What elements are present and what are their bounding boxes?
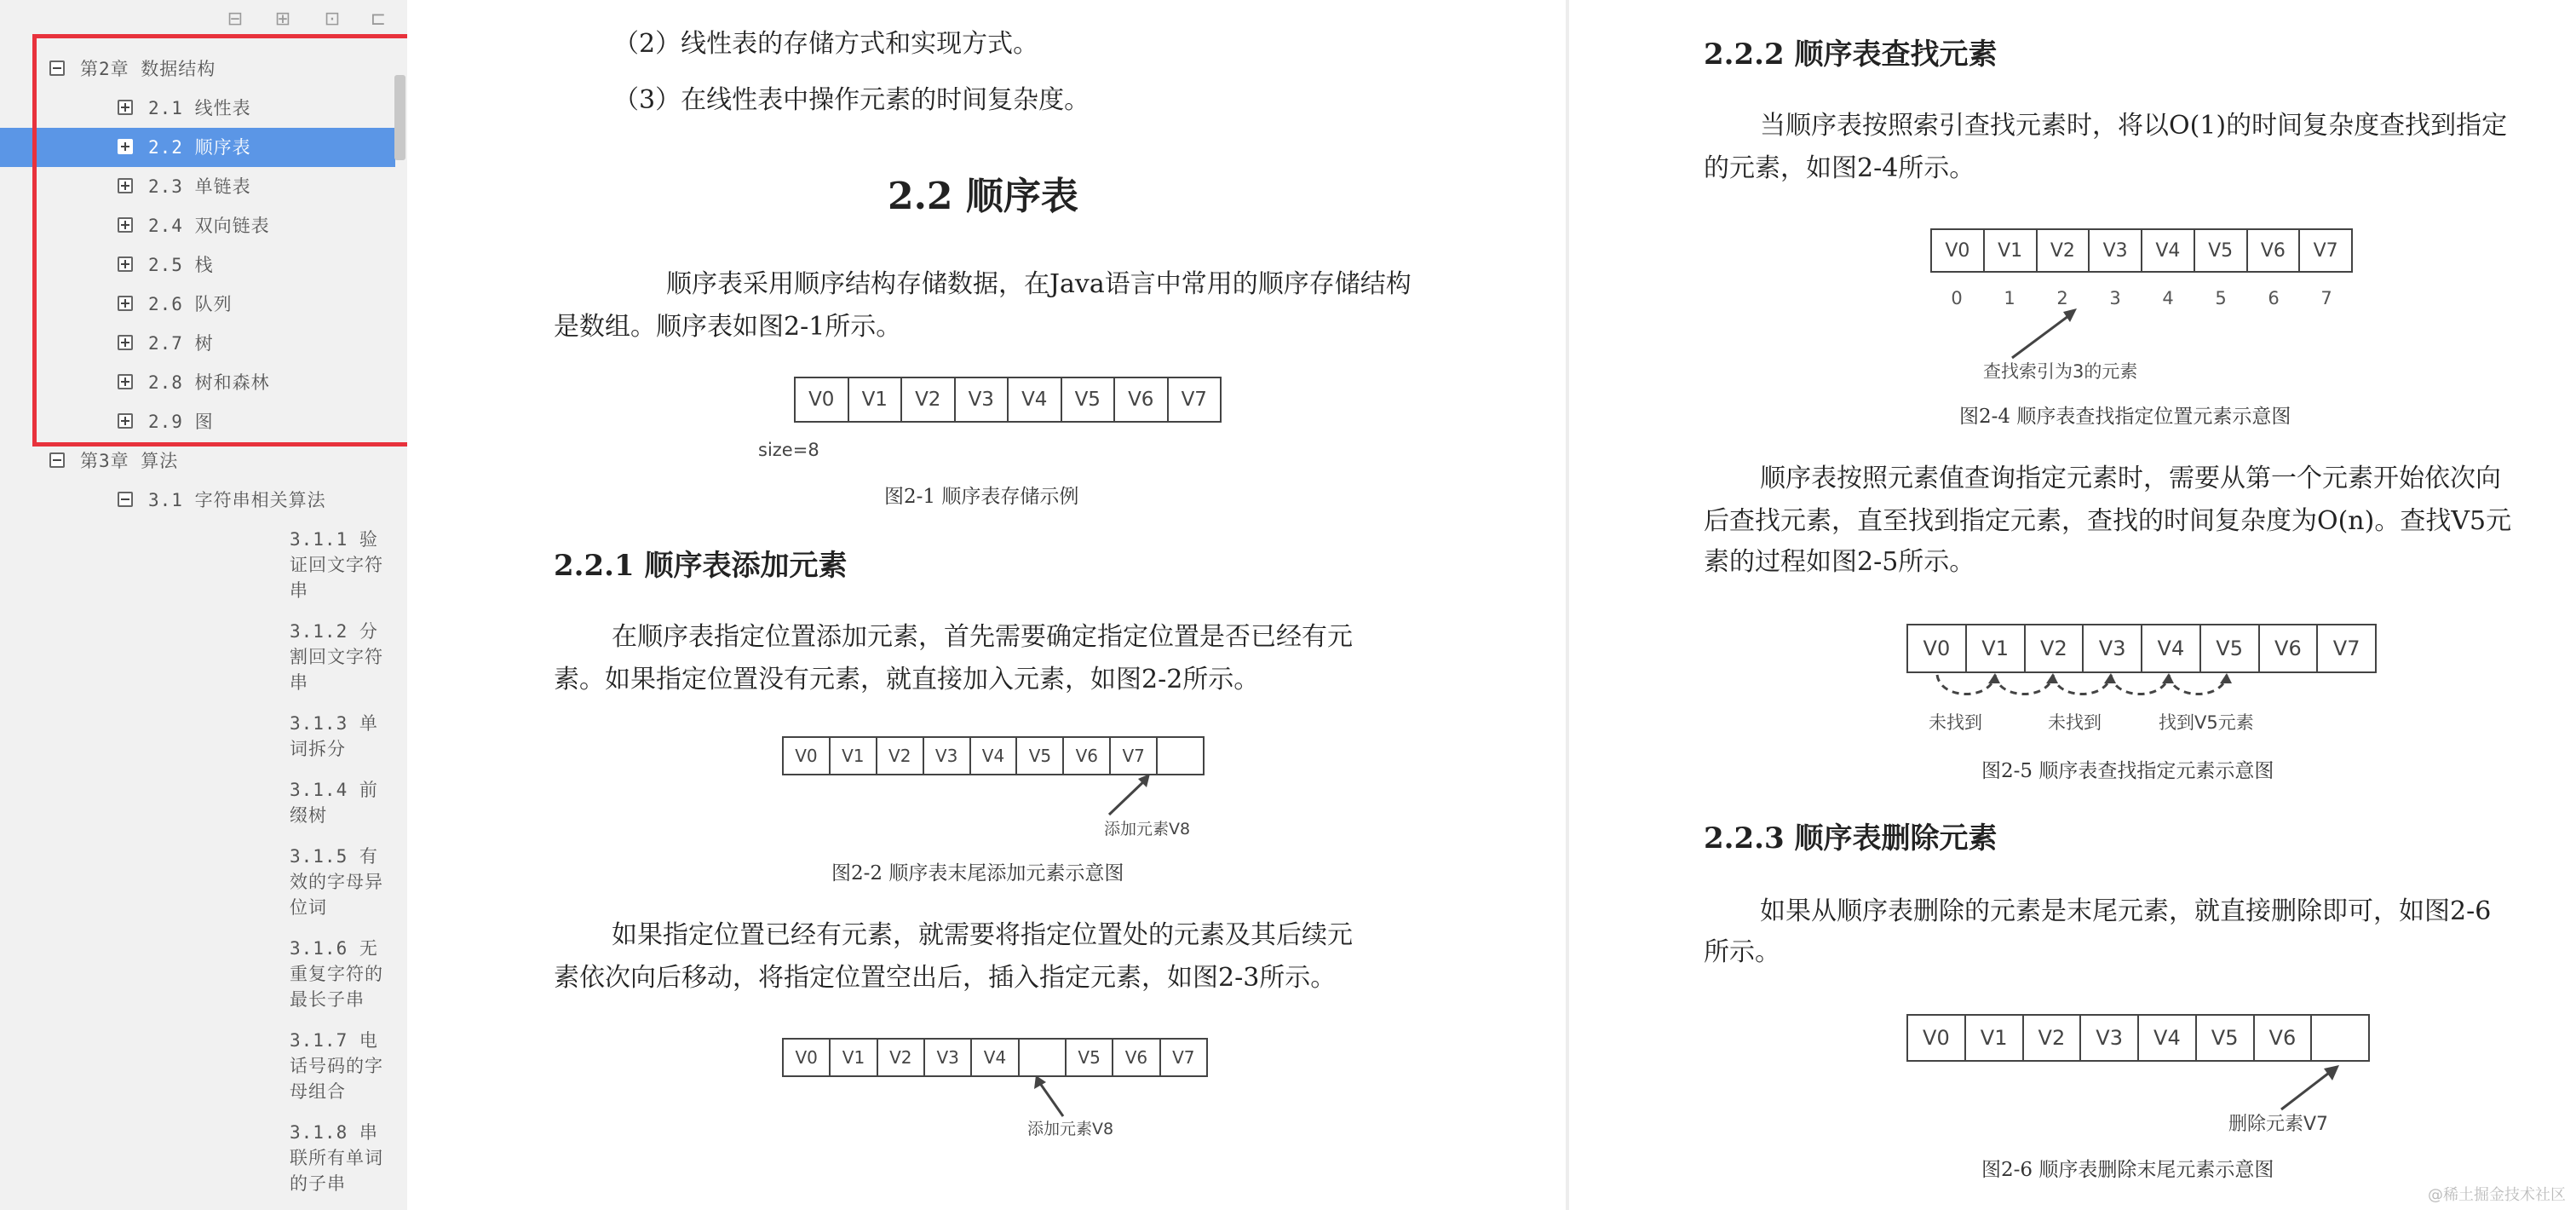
fig3-arrow (1026, 1072, 1085, 1123)
toc-item-label: 2.5 栈 (148, 255, 214, 275)
fig4-caption: 图2-4 顺序表查找指定位置元素示意图 (1959, 406, 2291, 428)
array-cell (1020, 1040, 1067, 1075)
array-index-label: 1 (2004, 288, 2015, 308)
array-cell: V6 (2260, 625, 2319, 671)
toc-subitem-line: 词拆分 (290, 739, 346, 759)
toc-subitem-line: 联所有单词 (290, 1148, 383, 1168)
array-cell: V2 (2038, 230, 2090, 271)
array-cell: V2 (2024, 1016, 2082, 1060)
fig3-note: 添加元素V8 (1027, 1120, 1114, 1138)
value-line-2: 后查找元素，直至找到指定元素，查找的时间复杂度为O(n)。查找V5元 (1704, 506, 2512, 536)
array-cell: V0 (784, 1040, 831, 1075)
array-cell: V3 (2081, 1016, 2139, 1060)
add-line-1: 在顺序表指定位置添加元素，首先需要确定指定位置是否已经有元 (612, 622, 1353, 652)
toc-item-label: 第3章 算法 (80, 451, 179, 471)
toc-subitem[interactable] (290, 619, 399, 695)
array-cell: V5 (1062, 378, 1116, 421)
figure-2-3-array (782, 1038, 1208, 1077)
toc-subitem-line: 话号码的字 (290, 1056, 383, 1076)
toc-subitem-line: 重复字符的 (290, 964, 383, 984)
toc-subitem-line: 3.1.4 前 (290, 780, 378, 800)
toc-subitem-line: 效的字母异 (290, 872, 383, 892)
find-line-1: 当顺序表按照索引查找元素时，将以O(1)的时间复杂度查找到指定 (1760, 111, 2508, 141)
toc-item-label: 2.8 树和森林 (148, 372, 270, 393)
array-cell: V1 (831, 1040, 877, 1075)
del-line-2: 所示。 (1704, 937, 1780, 967)
toc-item-label: 2.3 单链表 (148, 176, 251, 197)
array-cell: V0 (1908, 625, 1967, 671)
highlight-box (32, 34, 408, 447)
toc-subitem-line: 3.1.5 有 (290, 846, 378, 867)
value-line-1: 顺序表按照元素值查询指定元素时，需要从第一个元素开始依次向 (1760, 464, 2501, 493)
toc-subitem[interactable] (290, 844, 399, 920)
array-cell: V1 (1966, 1016, 2024, 1060)
array-cell: V6 (2248, 230, 2301, 271)
array-index-label: 7 (2320, 288, 2332, 308)
array-index-label: 3 (2109, 288, 2121, 308)
array-cell: V4 (1009, 378, 1062, 421)
array-cell: V0 (1908, 1016, 1966, 1060)
array-cell (1158, 738, 1203, 774)
array-cell: V1 (1985, 230, 2038, 271)
array-cell: V7 (2332, 637, 2360, 660)
toc-subitem-line: 3.1.8 串 (290, 1122, 378, 1143)
shift-line-1: 如果指定位置已经有元素，就需要将指定位置处的元素及其后续元 (612, 920, 1353, 950)
toc-subitem-line: 3.1.6 无 (290, 938, 378, 959)
collapse-all-icon[interactable]: ⊞ (274, 9, 291, 30)
array-cell: V7 (1181, 389, 1207, 411)
fig2-caption: 图2-2 顺序表末尾添加元素示意图 (831, 862, 1124, 884)
outline-sidebar (0, 0, 408, 1210)
array-cell: V3 (956, 378, 1009, 421)
fig2-arrow (1097, 770, 1182, 821)
array-cell: V3 (2084, 625, 2142, 671)
value-line-3: 素的过程如图2-5所示。 (1704, 547, 1975, 577)
array-cell: V7 (1111, 738, 1158, 774)
toc-subitem[interactable] (290, 777, 399, 828)
fig5-not-found-1: 未找到 (1929, 712, 1982, 733)
array-cell: V5 (2201, 625, 2260, 671)
toc-item-label: 2.1 线性表 (148, 98, 251, 118)
array-index-label: 2 (2056, 288, 2068, 308)
array-cell: V1 (831, 738, 877, 774)
document-page-right (1569, 0, 2576, 1210)
array-cell: V4 (2142, 230, 2195, 271)
toc-subitem-line: 母组合 (290, 1081, 346, 1102)
collapse-toggle-icon[interactable] (118, 492, 133, 507)
array-cell: V3 (2090, 230, 2142, 271)
array-cell: V4 (2142, 625, 2201, 671)
toc-subitem-line: 的子串 (290, 1173, 346, 1194)
array-cell: V2 (877, 738, 924, 774)
toc-item-label: 第2章 数据结构 (80, 59, 216, 79)
array-cell: V6 (1064, 738, 1111, 774)
list-item-2: （2）线性表的存储方式和实现方式。 (613, 29, 1039, 59)
fig4-note: 查找索引为3的元素 (1983, 361, 2138, 382)
toc-item-label: 2.2 顺序表 (148, 137, 251, 158)
toc-subitem-line: 位词 (290, 897, 327, 918)
toc-subitem[interactable] (290, 711, 399, 762)
toc-subitem-line: 3.1.1 验 (290, 529, 378, 550)
toc-subitem-line: 3.1.2 分 (290, 621, 378, 642)
fig6-caption: 图2-6 顺序表删除末尾元素示意图 (1981, 1159, 2274, 1181)
array-cell: V0 (784, 738, 831, 774)
subsection-2-2-2: 2.2.2 顺序表查找元素 (1704, 37, 1998, 72)
intro-line-1: 顺序表采用顺序结构存储数据，在Java语言中常用的顺序存储结构 (666, 269, 1412, 299)
array-cell: V2 (902, 378, 956, 421)
toc-subitem-line: 证回文字符 (290, 555, 383, 575)
array-cell: V4 (972, 1040, 1019, 1075)
shift-line-2: 素依次向后移动，将指定位置空出后，插入指定元素，如图2-3所示。 (554, 963, 1337, 993)
array-cell: V0 (1932, 230, 1985, 271)
toc-subitem[interactable] (290, 936, 399, 1012)
section-title: 2.2 顺序表 (888, 175, 1078, 218)
fig5-not-found-2: 未找到 (2048, 712, 2102, 733)
list-item-3: （3）在线性表中操作元素的时间复杂度。 (613, 85, 1090, 115)
toc-subitem[interactable] (290, 1028, 399, 1104)
array-cell: V5 (1067, 1040, 1113, 1075)
fig1-caption: 图2-1 顺序表存储示例 (884, 486, 1079, 508)
toc-item[interactable] (0, 481, 395, 520)
array-cell (2312, 1016, 2368, 1060)
figure-2-4-array (1930, 228, 2353, 273)
array-index-label: 4 (2162, 288, 2174, 308)
array-cell: V4 (2139, 1016, 2197, 1060)
toc-subitem-line: 割回文字符 (290, 647, 383, 667)
figure-2-6-array (1906, 1014, 2370, 1062)
array-cell: V2 (2026, 625, 2084, 671)
array-index-label: 0 (1951, 288, 1963, 308)
array-cell: V5 (2197, 1016, 2255, 1060)
watermark: @稀土掘金技术社区 (2428, 1186, 2566, 1204)
toc-subitem-line: 串 (290, 580, 308, 601)
bookmark-add-icon[interactable]: ⊡ (324, 9, 341, 30)
toc-subitem[interactable] (290, 527, 399, 603)
fig6-note: 删除元素V7 (2228, 1114, 2329, 1135)
array-cell: V7 (1172, 1047, 1195, 1068)
toc-item-label: 2.4 双向链表 (148, 216, 270, 236)
array-cell: V7 (2313, 239, 2338, 262)
find-line-2: 的元素，如图2-4所示。 (1704, 153, 1975, 183)
toc-subitem-line: 串 (290, 672, 308, 693)
fig5-search-arrows (1906, 671, 2377, 706)
array-cell: V6 (1115, 378, 1169, 421)
fig5-found: 找到V5元素 (2159, 712, 2254, 733)
array-cell: V4 (971, 738, 1018, 774)
toc-subitem-line: 最长子串 (290, 989, 365, 1010)
array-cell: V3 (924, 738, 971, 774)
subsection-2-2-1: 2.2.1 顺序表添加元素 (554, 549, 848, 583)
toc-subitem[interactable] (290, 1120, 399, 1196)
toc-subitem-line: 3.1.3 单 (290, 713, 378, 734)
array-index-label: 5 (2215, 288, 2227, 308)
array-cell: V3 (925, 1040, 972, 1075)
toc-item-label: 2.6 队列 (148, 294, 233, 314)
array-cell: V6 (2255, 1016, 2313, 1060)
array-cell: V0 (796, 378, 849, 421)
toc-item[interactable] (0, 441, 395, 481)
array-index-label: 6 (2268, 288, 2280, 308)
figure-2-5-array (1906, 624, 2377, 673)
fig1-size-label: size=8 (758, 440, 819, 460)
intro-line-2: 是数组。顺序表如图2-1所示。 (554, 312, 902, 342)
array-cell: V5 (1017, 738, 1064, 774)
add-line-2: 素。如果指定位置没有元素，就直接加入元素，如图2-2所示。 (554, 665, 1260, 694)
toc-item-label: 2.9 图 (148, 412, 214, 432)
array-cell: V2 (878, 1040, 925, 1075)
subsection-2-2-3: 2.2.3 顺序表删除元素 (1704, 821, 1998, 856)
array-cell: V1 (849, 378, 903, 421)
toc-subitem-line: 缀树 (290, 805, 327, 826)
toc-item-label: 2.7 树 (148, 333, 214, 354)
toc-item-label: 3.1 字符串相关算法 (148, 490, 326, 510)
document-page-left (407, 0, 1566, 1210)
toc-subitem-line: 3.1.7 电 (290, 1030, 378, 1051)
expand-all-icon[interactable]: ⊟ (227, 9, 244, 30)
bookmark-icon[interactable]: ⊏ (370, 9, 387, 30)
figure-2-1-array (794, 377, 1222, 423)
del-line-1: 如果从顺序表删除的元素是末尾元素，就直接删除即可，如图2-6 (1760, 896, 2492, 926)
array-cell: V5 (2195, 230, 2248, 271)
collapse-toggle-icon[interactable] (49, 452, 65, 468)
fig5-caption: 图2-5 顺序表查找指定元素示意图 (1981, 760, 2274, 782)
fig2-note: 添加元素V8 (1104, 820, 1191, 838)
array-cell: V6 (1113, 1040, 1160, 1075)
array-cell: V1 (1967, 625, 2026, 671)
